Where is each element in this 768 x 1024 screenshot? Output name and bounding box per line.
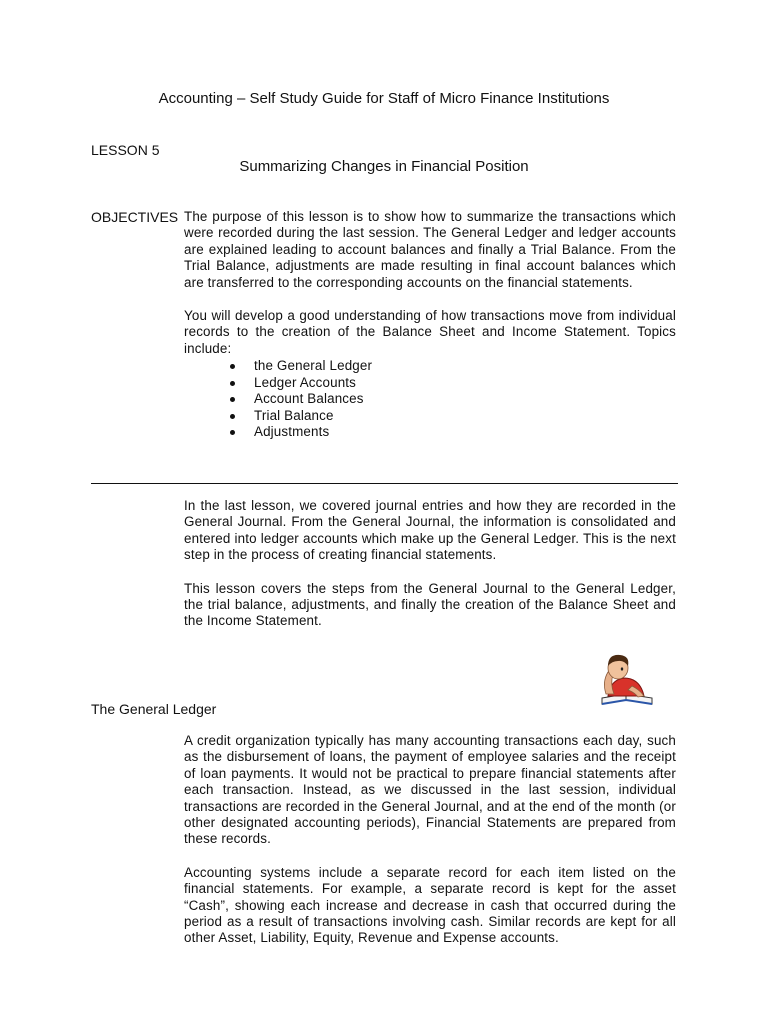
topic-item: Ledger Accounts — [228, 375, 676, 392]
topic-item: the General Ledger — [228, 358, 676, 375]
topics-list — [184, 358, 676, 441]
intro-paragraph: In the last lesson, we covered journal entries and how they are recorded in the General Journal. From the General Journal, the information is consolidated and entered into ledger accounts which make up the General Ledger. This is the next step in the process of creating financial statements. — [184, 498, 676, 563]
objectives-paragraph: You will develop a good understanding of how transactions move from individual records to the creation of the Balance Sheet and Income Statement. Topics include: — [184, 308, 676, 356]
intro-section — [184, 498, 676, 647]
general-ledger-paragraph: Accounting systems include a separate record for each item listed on the financial statements. For example, a separate record is kept for the asset “Cash”, showing each increase and decrease in cash that occurred during the period as a result of transactions involving cash. Similar records are kept for all other Asset, Liability, Equity, Revenue and Expense accounts. — [184, 864, 676, 946]
general-ledger-paragraph: A credit organization typically has many accounting transactions each day, such as the disbursement of loans, the payment of employee salaries and the receipt of loan payments. It would not be practical to prepare financial statements after each transaction. Instead, as we discussed in the last session, individual transactions are recorded in the General Journal, and at the end of the month (or other designated accounting periods), Financial Statements are prepared from these records. — [184, 733, 676, 847]
intro-paragraph: This lesson covers the steps from the General Journal to the General Ledger, the trial balance, adjustments, and finally the creation of the Balance Sheet and the Income Statement. — [184, 580, 676, 629]
topic-item: Trial Balance — [228, 408, 676, 425]
lesson-title: Summarizing Changes in Financial Position — [239, 158, 529, 175]
lesson-number: LESSON 5 — [91, 142, 160, 158]
section-divider — [91, 483, 678, 484]
objectives-label: OBJECTIVES — [91, 209, 179, 225]
document-title: Accounting – Self Study Guide for Staff of Micro Finance Institutions — [158, 90, 610, 107]
student-reading-icon — [596, 650, 658, 708]
topic-item: Adjustments — [228, 424, 676, 441]
general-ledger-section — [184, 733, 676, 964]
objectives-paragraph: The purpose of this lesson is to show how to summarize the transactions which were recorded during the last session. The General Ledger and ledger accounts are explained leading to account balances and finally a Trial Balance. From the Trial Balance, adjustments are made resulting in final account balances which are transferred to the corresponding accounts on the financial statements. — [184, 209, 676, 290]
objectives-section — [184, 209, 676, 441]
general-ledger-heading: The General Ledger — [91, 701, 217, 717]
topic-item: Account Balances — [228, 391, 676, 408]
